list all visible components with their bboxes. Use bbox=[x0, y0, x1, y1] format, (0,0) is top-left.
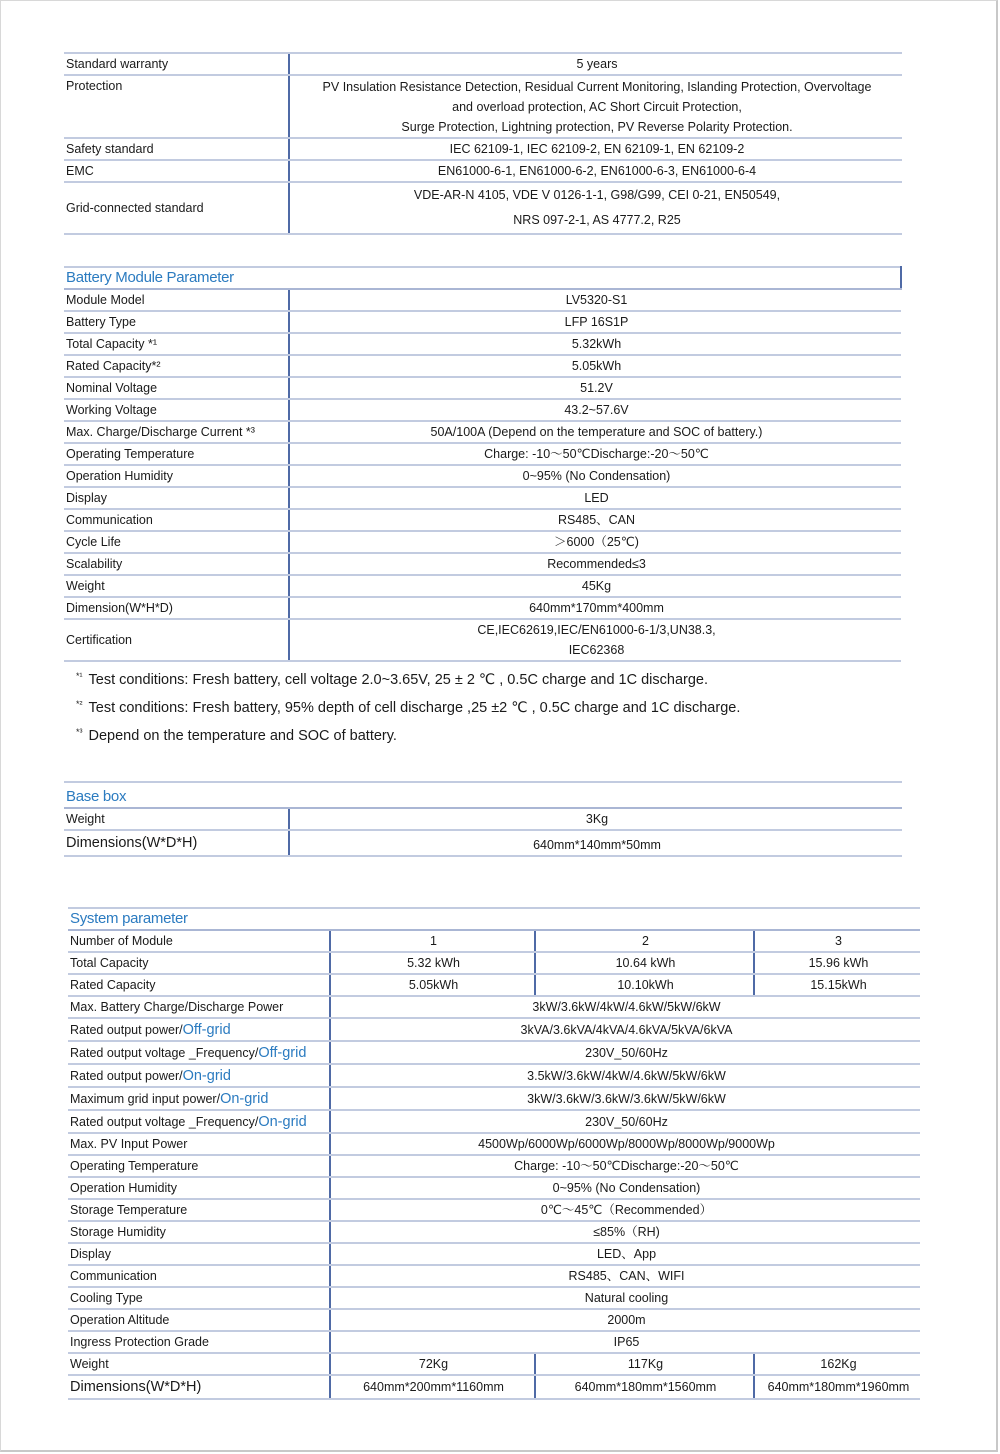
table-row bbox=[68, 1064, 920, 1087]
table-row bbox=[68, 1287, 920, 1309]
table-row bbox=[64, 575, 901, 597]
row-value: 45Kg bbox=[289, 575, 901, 597]
row-label: Display bbox=[64, 487, 289, 509]
footnote-mark: *³ bbox=[76, 727, 83, 737]
label-suffix: Off-grid bbox=[258, 1044, 307, 1061]
row-label: Max. Battery Charge/Discharge Power bbox=[68, 996, 330, 1018]
row-label: Dimension(W*H*D) bbox=[64, 597, 289, 619]
row-value: 2000m bbox=[330, 1309, 920, 1331]
row-label: Module Model bbox=[64, 289, 289, 311]
row-label: Operation Humidity bbox=[64, 465, 289, 487]
table-row bbox=[64, 182, 902, 234]
row-label: Total Capacity bbox=[68, 952, 330, 974]
row-value: 4500Wp/6000Wp/6000Wp/8000Wp/8000Wp/9000Wp bbox=[330, 1133, 920, 1155]
row-value: 3kVA/3.6kVA/4kVA/4.6kVA/5kVA/6kVA bbox=[330, 1018, 920, 1041]
row-label: Ingress Protection Grade bbox=[68, 1331, 330, 1353]
table-row bbox=[68, 1199, 920, 1221]
row-value: 0~95% (No Condensation) bbox=[289, 465, 901, 487]
label-suffix: On-grid bbox=[258, 1113, 307, 1130]
row-label: Communication bbox=[64, 509, 289, 531]
value-line: IEC62368 bbox=[568, 643, 625, 657]
table-row bbox=[64, 333, 901, 355]
label-suffix: On-grid bbox=[220, 1090, 269, 1107]
row-value bbox=[289, 75, 902, 138]
table-row bbox=[64, 289, 901, 311]
value-line: NRS 097-2-1, AS 4777.2, R25 bbox=[513, 213, 681, 227]
row-label bbox=[68, 1087, 330, 1110]
table-row bbox=[68, 1041, 920, 1064]
row-label: Storage Temperature bbox=[68, 1199, 330, 1221]
row-value: 51.2V bbox=[289, 377, 901, 399]
row-label: Total Capacity *¹ bbox=[64, 333, 289, 355]
row-label: Cycle Life bbox=[64, 531, 289, 553]
base-box-table bbox=[64, 781, 902, 857]
value-line: Surge Protection, Lightning protection, PV Reverse Polarity Protection. bbox=[401, 119, 793, 134]
row-value: RS485、CAN、WIFI bbox=[330, 1265, 920, 1287]
table-row bbox=[68, 1243, 920, 1265]
row-value: Charge: -10～50℃Discharge:-20～50℃ bbox=[289, 443, 901, 465]
value-line: PV Insulation Resistance Detection, Residual Current Monitoring, Islanding Protection, Overvoltage bbox=[322, 79, 872, 94]
row-label: Operation Humidity bbox=[68, 1177, 330, 1199]
value-line: and overload protection, AC Short Circuit Protection, bbox=[452, 99, 742, 114]
footnote-2 bbox=[76, 692, 740, 720]
row-value: 3Kg bbox=[289, 808, 902, 830]
row-value: 0~95% (No Condensation) bbox=[330, 1177, 920, 1199]
table-row bbox=[64, 311, 901, 333]
row-label bbox=[68, 1018, 330, 1041]
row-value: LED bbox=[289, 487, 901, 509]
table-row bbox=[64, 75, 902, 138]
row-label: Scalability bbox=[64, 553, 289, 575]
row-label bbox=[68, 1110, 330, 1133]
cell-value: 10.64 kWh bbox=[535, 952, 754, 974]
row-value: Recommended≤3 bbox=[289, 553, 901, 575]
table-row bbox=[64, 443, 901, 465]
label-text: Rated output power/ bbox=[70, 1068, 183, 1083]
row-value: 640mm*140mm*50mm bbox=[289, 830, 902, 856]
row-value bbox=[289, 182, 902, 234]
row-label: Weight bbox=[64, 575, 289, 597]
table-row bbox=[64, 160, 902, 182]
row-label: Safety standard bbox=[64, 138, 289, 160]
row-value: 5.05kWh bbox=[289, 355, 901, 377]
row-label: Certification bbox=[64, 619, 289, 661]
row-value: IP65 bbox=[330, 1331, 920, 1353]
footnote-3 bbox=[76, 720, 740, 748]
cell-value: 162Kg bbox=[754, 1353, 920, 1375]
cell-value: 15.96 kWh bbox=[754, 952, 920, 974]
table-row bbox=[64, 830, 902, 856]
table-row bbox=[64, 465, 901, 487]
table-row bbox=[68, 1375, 920, 1399]
row-value: 5.32kWh bbox=[289, 333, 901, 355]
table-row bbox=[68, 1018, 920, 1041]
battery-module-table bbox=[64, 266, 902, 662]
table-row bbox=[64, 421, 901, 443]
table-row bbox=[64, 138, 902, 160]
row-label: Operation Altitude bbox=[68, 1309, 330, 1331]
row-label: Battery Type bbox=[64, 311, 289, 333]
section-header-row bbox=[64, 782, 902, 808]
cell-value: 640mm*200mm*1160mm bbox=[330, 1375, 535, 1399]
row-value: 230V_50/60Hz bbox=[330, 1041, 920, 1064]
row-value: 640mm*170mm*400mm bbox=[289, 597, 901, 619]
footnote-mark: *² bbox=[76, 699, 83, 709]
row-label: Max. Charge/Discharge Current *³ bbox=[64, 421, 289, 443]
section-title-base-box: Base box bbox=[64, 782, 902, 808]
row-label: Number of Module bbox=[68, 930, 330, 952]
row-label bbox=[68, 1041, 330, 1064]
section-title-battery-module: Battery Module Parameter bbox=[64, 267, 901, 289]
value-line: CE,IEC62619,IEC/EN61000-6-1/3,UN38.3, bbox=[477, 623, 716, 637]
row-value: 5 years bbox=[289, 53, 902, 75]
row-value: 43.2~57.6V bbox=[289, 399, 901, 421]
row-label: Rated Capacity bbox=[68, 974, 330, 996]
table-row bbox=[68, 996, 920, 1018]
label-suffix: On-grid bbox=[182, 1067, 231, 1084]
row-label: Communication bbox=[68, 1265, 330, 1287]
table-row bbox=[64, 808, 902, 830]
row-label: Rated Capacity*² bbox=[64, 355, 289, 377]
table-row bbox=[68, 1309, 920, 1331]
row-label: Display bbox=[68, 1243, 330, 1265]
cell-value: 2 bbox=[535, 930, 754, 952]
table-row bbox=[64, 509, 901, 531]
cell-value: 5.32 kWh bbox=[330, 952, 535, 974]
label-suffix: Off-grid bbox=[182, 1021, 231, 1038]
row-value bbox=[289, 619, 901, 661]
cell-value: 72Kg bbox=[330, 1353, 535, 1375]
table-row bbox=[68, 974, 920, 996]
table-row bbox=[68, 1331, 920, 1353]
table-row bbox=[64, 619, 901, 661]
label-text: Maximum grid input power/ bbox=[70, 1091, 221, 1106]
row-value: 3kW/3.6kW/3.6kW/3.6kW/5kW/6kW bbox=[330, 1087, 920, 1110]
table-row bbox=[64, 377, 901, 399]
row-label: Protection bbox=[64, 75, 289, 138]
row-label: Cooling Type bbox=[68, 1287, 330, 1309]
table-row bbox=[68, 1133, 920, 1155]
row-value: Natural cooling bbox=[330, 1287, 920, 1309]
cell-value: 3 bbox=[754, 930, 920, 952]
table-row bbox=[64, 553, 901, 575]
cell-value: 1 bbox=[330, 930, 535, 952]
general-spec-table bbox=[64, 52, 902, 235]
row-value: ＞6000（25℃) bbox=[289, 531, 901, 553]
section-header-row bbox=[68, 908, 920, 930]
row-value: 3.5kW/3.6kW/4kW/4.6kW/5kW/6kW bbox=[330, 1064, 920, 1087]
row-value: LFP 16S1P bbox=[289, 311, 901, 333]
footnote-text: Test conditions: Fresh battery, cell voltage 2.0~3.65V, 25 ± 2 ℃ , 0.5C charge and 1C discharge. bbox=[88, 672, 708, 688]
row-label: EMC bbox=[64, 160, 289, 182]
table-row bbox=[64, 597, 901, 619]
row-value: 230V_50/60Hz bbox=[330, 1110, 920, 1133]
row-value: LV5320-S1 bbox=[289, 289, 901, 311]
row-label bbox=[68, 1064, 330, 1087]
label-text: Rated output voltage _Frequency/ bbox=[70, 1114, 259, 1129]
row-value: 3kW/3.6kW/4kW/4.6kW/5kW/6kW bbox=[330, 996, 920, 1018]
table-row bbox=[68, 1177, 920, 1199]
value-line: VDE-AR-N 4105, VDE V 0126-1-1, G98/G99, CEI 0-21, EN50549, bbox=[413, 188, 781, 202]
table-row bbox=[68, 930, 920, 952]
cell-value: 15.15kWh bbox=[754, 974, 920, 996]
table-row bbox=[68, 1155, 920, 1177]
row-label: Operating Temperature bbox=[68, 1155, 330, 1177]
row-value: RS485、CAN bbox=[289, 509, 901, 531]
row-value: 0℃～45℃（Recommended） bbox=[330, 1199, 920, 1221]
row-value: EN61000-6-1, EN61000-6-2, EN61000-6-3, EN61000-6-4 bbox=[289, 160, 902, 182]
footnote-text: Test conditions: Fresh battery, 95% depth of cell discharge ,25 ±2 ℃ , 0.5C charge and 1C discharge. bbox=[88, 700, 741, 716]
row-value: 50A/100A (Depend on the temperature and SOC of battery.) bbox=[289, 421, 901, 443]
cell-value: 5.05kWh bbox=[330, 974, 535, 996]
table-row bbox=[68, 1265, 920, 1287]
cell-value: 117Kg bbox=[535, 1353, 754, 1375]
table-row bbox=[64, 399, 901, 421]
table-row bbox=[64, 355, 901, 377]
row-label: Grid-connected standard bbox=[64, 182, 289, 234]
row-label: Dimensions(W*D*H) bbox=[64, 830, 289, 856]
table-row bbox=[68, 1110, 920, 1133]
row-label: Working Voltage bbox=[64, 399, 289, 421]
footnotes bbox=[76, 664, 740, 748]
footnote-text: Depend on the temperature and SOC of battery. bbox=[88, 728, 397, 744]
table-row bbox=[68, 1087, 920, 1110]
section-title-system: System parameter bbox=[68, 908, 920, 930]
row-value: IEC 62109-1, IEC 62109-2, EN 62109-1, EN 62109-2 bbox=[289, 138, 902, 160]
table-row bbox=[64, 487, 901, 509]
section-header-row bbox=[64, 267, 901, 289]
row-label: Standard warranty bbox=[64, 53, 289, 75]
table-row bbox=[68, 1353, 920, 1375]
row-label: Weight bbox=[64, 808, 289, 830]
cell-value: 10.10kWh bbox=[535, 974, 754, 996]
row-label: Nominal Voltage bbox=[64, 377, 289, 399]
table-row bbox=[68, 1221, 920, 1243]
label-text: Rated output voltage _Frequency/ bbox=[70, 1045, 259, 1060]
row-value: Charge: -10～50℃Discharge:-20～50℃ bbox=[330, 1155, 920, 1177]
row-label: Dimensions(W*D*H) bbox=[68, 1375, 330, 1399]
row-label: Weight bbox=[68, 1353, 330, 1375]
row-label: Operating Temperature bbox=[64, 443, 289, 465]
cell-value: 640mm*180mm*1960mm bbox=[754, 1375, 920, 1399]
table-row bbox=[68, 952, 920, 974]
row-value: LED、App bbox=[330, 1243, 920, 1265]
cell-value: 640mm*180mm*1560mm bbox=[535, 1375, 754, 1399]
row-value: ≤85%（RH) bbox=[330, 1221, 920, 1243]
label-text: Rated output power/ bbox=[70, 1022, 183, 1037]
table-row bbox=[64, 53, 902, 75]
footnote-mark: *¹ bbox=[76, 671, 83, 681]
footnote-1 bbox=[76, 664, 740, 692]
table-row bbox=[64, 531, 901, 553]
row-label: Max. PV Input Power bbox=[68, 1133, 330, 1155]
system-parameter-table bbox=[68, 907, 920, 1400]
row-label: Storage Humidity bbox=[68, 1221, 330, 1243]
